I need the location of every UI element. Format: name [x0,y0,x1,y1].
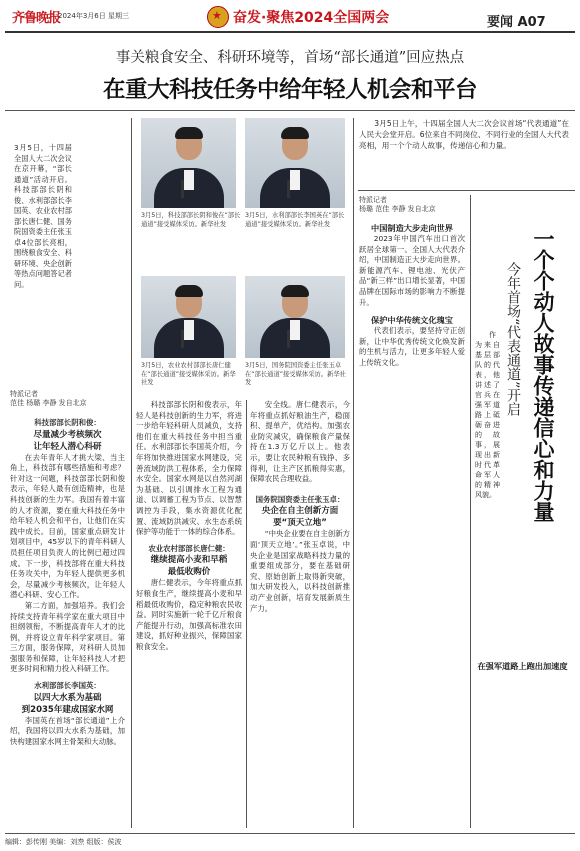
photo-caption-3: 3月5日，农业农村部部长唐仁健在“部长通道”接受媒体采访。新华社发 [141,362,236,386]
shirt-shape [290,320,300,340]
subhead-line: 中国制造大步走向世界 [371,223,453,233]
subhead-line: 科技部部长阴和俊： [34,418,101,427]
column-rule [470,195,471,828]
national-emblem-icon [207,6,229,28]
column-rule [353,118,354,828]
subhead-line: 农业农村部部长唐仁健： [148,543,230,553]
shirt-shape [184,320,194,340]
masthead-rule [5,31,575,33]
masthead [0,0,580,40]
body-paragraph: 在去年青年人才挑大梁、当主角上，科技部有哪些措施和考虑？针对这一问题，科技部部长阴和俊表示，年轻人最有创造精神，也是科技创新的生力军。我国有着丰富的人才资源，要在重大科技任务中给年轻人机会和平台，让他们在实践中成长。目前，国家重点研发计划项目中，45岁以下的青年科研人员担任项目负责人的比例已超过四成。下一步，科技部将在重大科技任务攻关中，为年轻人提供更多机会，尽量减少考核频次，让年轻人潜心科研、安心工作。 [10,452,125,600]
kicker-headline: 事关粮食安全、科研环境等，首场“部长通道”回应热点 [115,50,465,66]
byline-label: 特派记者 [10,390,38,398]
issue-date: 2024年3月6日 星期三 [58,12,129,20]
byline-right [359,196,465,214]
body-paragraph: 代表们表示，要坚持守正创新，让中华优秀传统文化焕发新的生机与活力，让更多年轻人爱上传统文化。 [359,326,465,367]
byline-names: 杨璐 范佳 李静 发自北京 [359,205,436,213]
photo-yin-hejun[interactable] [141,118,236,208]
photo-zhang-yuzhuo[interactable] [245,276,345,358]
body-paragraph: 唐仁健表示，今年将重点抓好粮食生产，继续提高小麦和早稻最低收购价，稳定种粮农民收益。同时实施新一轮千亿斤粮食产能提升行动，加强高标准农田建设，抓好种业振兴，保障国家粮食安全。 [136,578,242,651]
byline-left [10,390,125,408]
page-footer: 编辑：彭传刚 美编：刘焘 组版：侯波 [5,833,575,847]
microphone-icon [181,180,184,198]
newspaper-logo: 齐鲁晚报 [12,11,61,26]
microphone-icon [287,330,290,348]
subhead-line: 水利部部长李国英： [34,681,101,691]
right-intro [359,118,569,190]
body-paragraph: 李国英在首场“部长通道”上介绍，我国将以四大水系为基础，加快构建国家水网主骨架和大动脉。 [10,715,125,746]
subhead-line: 继续提高小麦和早稻 [150,555,228,566]
microphone-icon [287,180,290,198]
photo-tang-renjian[interactable] [141,276,236,358]
byline-names: 范佳 杨璐 李静 发自北京 [10,399,87,407]
article-column-3 [250,400,350,828]
photo-caption-2: 3月5日，水利部部长李国英在“部长通道”接受媒体采访。新华社发 [245,212,345,228]
feature-headline[interactable]: 一个个动人故事传递信心和力量 [531,228,556,522]
photo-caption-4: 3月5日，国务院国资委主任张玉卓在“部长通道”接受媒体采访。新华社发 [245,362,346,386]
subhead-line: 到2035年建成国家水网 [21,704,114,715]
microphone-icon [181,330,184,348]
subhead-line: 央企在自主创新方面 [261,506,339,517]
article-column-4 [359,222,465,828]
hair-shape [281,127,309,139]
photo-li-guoying[interactable] [245,118,345,208]
article-column-2 [136,400,242,828]
body-paragraph: 2023年中国汽车出口首次跃居全球第一。全国人大代表介绍，中国制造正大步走向世界。新能源汽车、锂电池、光伏产品“新三样”出口增长显著，中国品牌在国际市场的影响力不断提升。 [359,234,465,307]
body-paragraph: “中央企业要在自主创新方面‘顶天立地’。”张玉卓说，中央企业是国家战略科技力量的重要组成部分，要在基础研究、原始创新上取得新突破，加大研发投入，以科技创新推动产业创新，培育发展新质生产力。 [250,529,350,613]
page-section: 要闻 A07 [487,15,546,30]
hair-shape [175,285,203,297]
column-rule [131,118,132,828]
feature-subheadline: 今年首场“代表通道”开启 [505,262,521,417]
body-paragraph: 科技部部长阴和俊表示，年轻人是科技创新的生力军，将进一步给年轻科研人员减负，支持他们在重大科技任务中担当重任。水利部部长李国英介绍，今年将加快推进国家水网建设，完善流域防洪工程体系，全力保障水安全。国家水网是以自然河湖为基础、以引调排水工程为通道、以调蓄工程为节点、以智慧调控为手段，集水资源优化配置、流域防洪减灾、水生态系统保护等功能于一体的综合体系。 [136,400,242,537]
byline-label: 特派记者 [359,196,387,204]
subhead-line: 要“顶天立地” [273,518,327,529]
subhead-line: 让年轻人潜心科研 [33,441,102,452]
main-headline[interactable]: 在重大科技任务中给年轻人机会和平台 [102,77,477,103]
subhead-line: 尽量减少考核频次 [33,429,102,440]
right-intro-rule [358,190,575,191]
feature-column-narrow [475,330,500,828]
shirt-shape [184,170,194,190]
hair-shape [281,285,309,297]
hair-shape [175,127,203,139]
body-paragraph: 第二方面，加强培养。我们会持续支持青年科学家在重大项目中担纲领衔，不断提高青年人才的比例，并将设立青年科学家项目。第三方面，服务保障，对科研人员加强服务和保障，让年轻科技人才把更多时间和精力投入科研工作。 [10,600,125,674]
subhead-line: 保护中华传统文化瑰宝 [371,315,453,326]
shirt-shape [290,170,300,190]
body-paragraph: 安全线。唐仁健表示，今年将重点抓好粮油生产，稳面积、提单产，优结构。加强农业防灾减灾，确保粮食产量保持在1.3万亿斤以上。他表示，要让农民种粮有钱挣、多得利，让主产区抓粮得实惠，保障农民合理收益。 [250,400,350,484]
headline-rule [5,110,575,111]
article-column-1 [10,418,125,828]
two-sessions-banner: 奋发·聚焦2024全国两会 [233,10,390,26]
subhead-line: 最低收购价 [167,567,211,578]
intro-text: 3月5日，十四届全国人大二次会议在京开幕，“部长通道”活动开启。科技部部长阴和俊、水利部部长李国英、农业农村部部长唐仁健、国务院国资委主任张玉卓4位部长亮相，围绕粮食安全、科研环境、央企创新等热点问题答记者问。 [14,143,72,289]
photo-caption-1: 3月5日，科技部部长阴和俊在“部长通道”接受媒体采访。新华社发 [141,212,241,228]
body-paragraph: 3月5日上午，十四届全国人大二次会议首场“代表通道”在人民大会堂开启。6位来自不同岗位、不同行业的全国人大代表亮相，用一个个动人故事，传递信心和力量。 [359,119,569,150]
subhead-line: 国务院国资委主任张玉卓： [255,494,345,504]
feature-subhead: 在强军道路上跑出加速度 [477,661,568,671]
column-rule [246,400,247,828]
subhead-line: 以四大水系为基础 [33,692,102,703]
body-paragraph: 作为来自基层部队的代表，他讲述了官兵在强军道路上砥砺奋进的故事，展现出新时代革命军人的精神风貌。 [475,331,500,499]
